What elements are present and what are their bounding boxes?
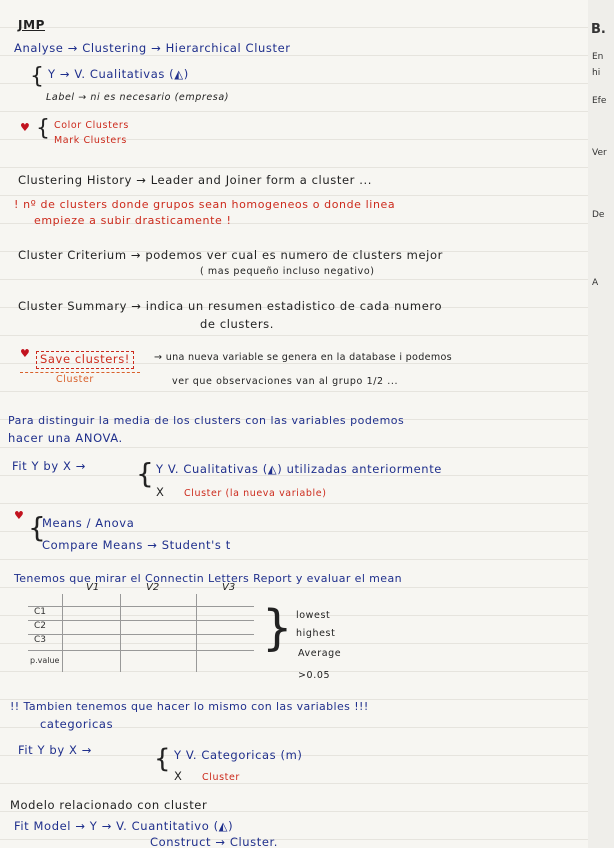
column-header: V2	[146, 582, 160, 593]
cluster-label: Cluster	[56, 374, 94, 385]
brace: {	[262, 600, 293, 656]
side-fragment: Efe	[592, 96, 607, 106]
cluster-criterium: Cluster Criterium → podemos ver cual es numero de clusters mejor	[18, 248, 443, 262]
fit-cluster-2: Cluster	[202, 772, 240, 783]
side-fragment: hi	[592, 68, 601, 78]
table-note: >0.05	[298, 670, 331, 681]
save-note-1: → una nueva variable se genera en la database i podemos	[154, 352, 452, 363]
side-fragment: De	[592, 210, 605, 220]
fit-y-by-x: Fit Y by X →	[12, 459, 86, 473]
connecting-letters-note: Tenemos que mirar el Connectin Letters Report y evaluar el mean	[14, 572, 402, 585]
anova-note-2: hacer una ANOVA.	[8, 431, 123, 445]
adjacent-page	[588, 0, 614, 848]
side-header: B.	[591, 22, 606, 37]
fit-y-line: Y V. Cualitativas (◭) utilizadas anteriormente	[156, 462, 442, 476]
save-note-2: ver que observaciones van al grupo 1/2 ...	[172, 376, 399, 387]
results-table	[28, 582, 254, 672]
side-fragment: A	[592, 278, 599, 288]
brace: {	[136, 457, 154, 490]
clusters-note-1: ! nº de clusters donde grupos sean homogeneos o donde linea	[14, 198, 396, 211]
column-header: V1	[86, 582, 100, 593]
page-title: JMP	[18, 18, 46, 32]
brace: {	[28, 511, 46, 544]
table-note: lowest	[296, 610, 331, 621]
anova-note-1: Para distinguir la media de los clusters con las variables podemos	[8, 414, 405, 427]
side-fragment: En	[592, 52, 604, 62]
criterium-note: ( mas pequeño incluso negativo)	[200, 266, 375, 277]
clustering-history: Clustering History → Leader and Joiner form a cluster ...	[18, 173, 372, 187]
save-clusters: Save clusters!	[36, 351, 134, 369]
brace: {	[36, 116, 50, 141]
fit-cluster-note: Cluster (la nueva variable)	[184, 488, 327, 499]
analyse-path: Analyse → Clustering → Hierarchical Cluster	[14, 41, 291, 55]
modelo-relacionado: Modelo relacionado con cluster	[10, 798, 208, 812]
summary-note: de clusters.	[200, 317, 274, 331]
mark-clusters: Mark Clusters	[54, 135, 127, 146]
label-note: Label → ni es necesario (empresa)	[46, 92, 230, 103]
fit-y-line-2: Y V. Categoricas (m)	[174, 748, 303, 762]
categoricas-note-2: categoricas	[40, 717, 114, 731]
clusters-note-2: empieze a subir drasticamente !	[34, 214, 232, 227]
column-header: V3	[222, 582, 236, 593]
table-note: Average	[298, 648, 342, 659]
fit-y-by-x-2: Fit Y by X →	[18, 743, 92, 757]
color-clusters: Color Clusters	[54, 120, 129, 131]
row-label: C2	[34, 621, 47, 631]
categoricas-note-1: !! Tambien tenemos que hacer lo mismo con las variables !!!	[10, 700, 369, 713]
dashed-underline	[20, 372, 140, 373]
fit-x-line: X	[156, 485, 165, 499]
row-label: C1	[34, 607, 47, 617]
heart-icon: ♥	[14, 509, 24, 522]
compare-means: Compare Means → Student's t	[42, 538, 231, 552]
brace: {	[154, 744, 171, 774]
heart-icon: ♥	[20, 121, 30, 134]
table-note: highest	[296, 628, 336, 639]
y-variables: Y → V. Cualitativas (◭)	[48, 67, 189, 81]
brace: {	[30, 64, 44, 89]
row-label: p.value	[30, 656, 60, 665]
side-fragment: Ver	[592, 148, 607, 158]
means-anova: Means / Anova	[42, 516, 135, 530]
construct-cluster: Construct → Cluster.	[150, 835, 279, 848]
heart-icon: ♥	[20, 347, 30, 360]
fit-model: Fit Model → Y → V. Cuantitativo (◭)	[14, 819, 234, 833]
fit-x-line-2: X	[174, 769, 183, 783]
cluster-summary: Cluster Summary → indica un resumen estadistico de cada numero	[18, 299, 443, 313]
row-label: C3	[34, 635, 47, 645]
